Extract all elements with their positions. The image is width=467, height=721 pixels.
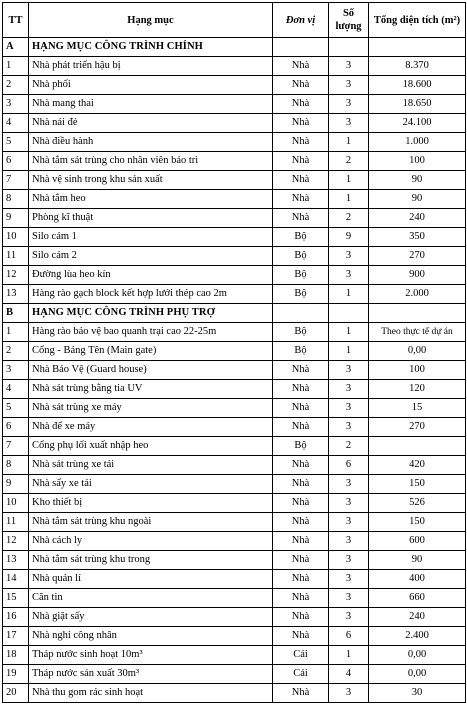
row-unit: Bộ — [273, 285, 329, 304]
row-quantity: 3 — [329, 532, 369, 551]
row-unit: Bộ — [273, 266, 329, 285]
row-number: 5 — [3, 399, 29, 418]
row-item-name: Nhà cách ly — [29, 532, 273, 551]
table-row — [3, 57, 466, 76]
row-area: 30 — [369, 684, 466, 703]
table-row — [3, 190, 466, 209]
row-area: 400 — [369, 570, 466, 589]
row-area: 120 — [369, 380, 466, 399]
row-unit: Nhà — [273, 152, 329, 171]
row-number: 13 — [3, 551, 29, 570]
table-row — [3, 475, 466, 494]
row-unit: Nhà — [273, 418, 329, 437]
table-row — [3, 437, 466, 456]
row-area: 600 — [369, 532, 466, 551]
table-row — [3, 684, 466, 703]
row-number: 8 — [3, 456, 29, 475]
row-area: Theo thực tế dự án — [369, 323, 466, 342]
row-number: 9 — [3, 475, 29, 494]
row-unit: Cái — [273, 646, 329, 665]
row-number: 6 — [3, 418, 29, 437]
row-number: 12 — [3, 532, 29, 551]
row-area: 240 — [369, 608, 466, 627]
section-row — [3, 304, 466, 323]
row-item-name: Nhà giặt sấy — [29, 608, 273, 627]
row-item-name: Nhà mang thai — [29, 95, 273, 114]
row-number: 11 — [3, 513, 29, 532]
row-number: 17 — [3, 627, 29, 646]
row-quantity: 3 — [329, 114, 369, 133]
row-area: 0,00 — [369, 665, 466, 684]
row-quantity: 3 — [329, 380, 369, 399]
row-quantity: 3 — [329, 551, 369, 570]
row-area: 1.000 — [369, 133, 466, 152]
row-area: 150 — [369, 513, 466, 532]
table-body — [3, 38, 466, 703]
row-item-name: Nhà vệ sinh trong khu sản xuất — [29, 171, 273, 190]
row-quantity: 1 — [329, 342, 369, 361]
row-unit: Nhà — [273, 608, 329, 627]
row-number: 4 — [3, 114, 29, 133]
row-quantity: 3 — [329, 361, 369, 380]
row-number: 8 — [3, 190, 29, 209]
section-code: A — [3, 38, 29, 57]
table-row — [3, 646, 466, 665]
table-row — [3, 570, 466, 589]
row-area: 90 — [369, 190, 466, 209]
table-row — [3, 171, 466, 190]
table-row — [3, 209, 466, 228]
row-quantity: 3 — [329, 399, 369, 418]
section-empty-cell — [273, 304, 329, 323]
row-unit: Nhà — [273, 513, 329, 532]
row-item-name: Cổng - Bảng Tên (Main gate) — [29, 342, 273, 361]
row-unit: Nhà — [273, 114, 329, 133]
row-item-name: Nhà tắm heo — [29, 190, 273, 209]
section-empty-cell — [273, 38, 329, 57]
section-empty-cell — [369, 304, 466, 323]
row-unit: Bộ — [273, 437, 329, 456]
header-unit: Đơn vị — [273, 3, 329, 38]
row-item-name: Nhà sấy xe tải — [29, 475, 273, 494]
row-quantity: 1 — [329, 190, 369, 209]
row-item-name: Căn tin — [29, 589, 273, 608]
row-item-name: Nhà quản lí — [29, 570, 273, 589]
row-quantity: 3 — [329, 494, 369, 513]
header-item: Hạng mục — [29, 3, 273, 38]
table-row — [3, 399, 466, 418]
row-quantity: 1 — [329, 171, 369, 190]
row-quantity: 9 — [329, 228, 369, 247]
row-unit: Bộ — [273, 342, 329, 361]
row-unit: Nhà — [273, 361, 329, 380]
row-number: 18 — [3, 646, 29, 665]
row-area: 270 — [369, 247, 466, 266]
row-item-name: Nhà thu gom rác sinh hoạt — [29, 684, 273, 703]
row-item-name: Tháp nước sản xuất 30m³ — [29, 665, 273, 684]
row-item-name: Hàng rào bảo vệ bao quanh trại cao 22-25m — [29, 323, 273, 342]
row-area: 8.370 — [369, 57, 466, 76]
row-quantity: 3 — [329, 95, 369, 114]
table-row — [3, 228, 466, 247]
row-unit: Nhà — [273, 684, 329, 703]
row-quantity: 2 — [329, 209, 369, 228]
table-row — [3, 114, 466, 133]
table-row — [3, 266, 466, 285]
row-item-name: Nhà tắm sát trùng khu trong — [29, 551, 273, 570]
row-unit: Nhà — [273, 570, 329, 589]
table-row — [3, 494, 466, 513]
table-row — [3, 513, 466, 532]
section-empty-cell — [369, 38, 466, 57]
row-number: 1 — [3, 57, 29, 76]
row-unit: Nhà — [273, 627, 329, 646]
row-unit: Nhà — [273, 380, 329, 399]
row-unit: Nhà — [273, 475, 329, 494]
row-area: 2.400 — [369, 627, 466, 646]
row-quantity: 1 — [329, 323, 369, 342]
row-quantity: 1 — [329, 646, 369, 665]
row-unit: Nhà — [273, 532, 329, 551]
row-unit: Bộ — [273, 247, 329, 266]
row-quantity: 1 — [329, 133, 369, 152]
row-unit: Nhà — [273, 57, 329, 76]
row-item-name: Nhà sát trùng xe tải — [29, 456, 273, 475]
row-number: 5 — [3, 133, 29, 152]
table-row — [3, 532, 466, 551]
row-area: 240 — [369, 209, 466, 228]
row-area: 526 — [369, 494, 466, 513]
row-unit: Nhà — [273, 171, 329, 190]
row-area: 100 — [369, 361, 466, 380]
table-row — [3, 342, 466, 361]
header-tt: TT — [3, 3, 29, 38]
row-number: 19 — [3, 665, 29, 684]
row-item-name: Đường lùa heo kín — [29, 266, 273, 285]
table-row — [3, 133, 466, 152]
row-quantity: 4 — [329, 665, 369, 684]
section-empty-cell — [329, 38, 369, 57]
row-item-name: Silo cám 2 — [29, 247, 273, 266]
row-unit: Nhà — [273, 76, 329, 95]
row-number: 6 — [3, 152, 29, 171]
row-area: 270 — [369, 418, 466, 437]
row-number: 14 — [3, 570, 29, 589]
row-item-name: Nhà tắm sát trùng khu ngoài — [29, 513, 273, 532]
row-unit: Bộ — [273, 323, 329, 342]
row-area: 18.650 — [369, 95, 466, 114]
row-quantity: 3 — [329, 247, 369, 266]
row-unit: Nhà — [273, 494, 329, 513]
row-area — [369, 437, 466, 456]
row-item-name: Cổng phụ lối xuất nhập heo — [29, 437, 273, 456]
row-number: 10 — [3, 494, 29, 513]
row-unit: Nhà — [273, 589, 329, 608]
row-number: 3 — [3, 95, 29, 114]
row-number: 7 — [3, 171, 29, 190]
area-table — [2, 2, 466, 703]
row-number: 2 — [3, 76, 29, 95]
row-item-name: Tháp nước sinh hoạt 10m³ — [29, 646, 273, 665]
row-item-name: Nhà điều hành — [29, 133, 273, 152]
row-area: 18.600 — [369, 76, 466, 95]
row-number: 11 — [3, 247, 29, 266]
table-row — [3, 665, 466, 684]
row-quantity: 1 — [329, 285, 369, 304]
row-item-name: Nhà phát triển hậu bị — [29, 57, 273, 76]
table-row — [3, 95, 466, 114]
section-title: HẠNG MỤC CÔNG TRÌNH PHỤ TRỢ — [29, 304, 273, 323]
row-quantity: 3 — [329, 513, 369, 532]
row-item-name: Nhà phối — [29, 76, 273, 95]
row-unit: Bộ — [273, 228, 329, 247]
row-number: 13 — [3, 285, 29, 304]
row-area: 350 — [369, 228, 466, 247]
row-unit: Nhà — [273, 95, 329, 114]
table-row — [3, 380, 466, 399]
row-number: 2 — [3, 342, 29, 361]
row-area: 2.000 — [369, 285, 466, 304]
row-quantity: 3 — [329, 76, 369, 95]
row-quantity: 6 — [329, 456, 369, 475]
row-item-name: Nhà nghỉ công nhân — [29, 627, 273, 646]
row-area: 24.100 — [369, 114, 466, 133]
row-quantity: 6 — [329, 627, 369, 646]
row-item-name: Phòng kĩ thuật — [29, 209, 273, 228]
row-number: 9 — [3, 209, 29, 228]
row-unit: Nhà — [273, 456, 329, 475]
section-code: B — [3, 304, 29, 323]
row-unit: Nhà — [273, 209, 329, 228]
row-area: 90 — [369, 171, 466, 190]
row-unit: Nhà — [273, 190, 329, 209]
row-number: 12 — [3, 266, 29, 285]
section-row — [3, 38, 466, 57]
row-quantity: 2 — [329, 152, 369, 171]
row-unit: Nhà — [273, 133, 329, 152]
row-number: 4 — [3, 380, 29, 399]
table-row — [3, 418, 466, 437]
row-item-name: Kho thiết bị — [29, 494, 273, 513]
row-number: 7 — [3, 437, 29, 456]
row-quantity: 2 — [329, 437, 369, 456]
row-number: 1 — [3, 323, 29, 342]
row-item-name: Nhà nái đẻ — [29, 114, 273, 133]
table-row — [3, 608, 466, 627]
row-quantity: 3 — [329, 475, 369, 494]
table-row — [3, 589, 466, 608]
header-row — [3, 3, 466, 38]
header-area: Tổng diện tích (m²) — [369, 3, 466, 38]
row-number: 20 — [3, 684, 29, 703]
section-title: HẠNG MỤC CÔNG TRÌNH CHÍNH — [29, 38, 273, 57]
table-row — [3, 152, 466, 171]
row-area: 0,00 — [369, 342, 466, 361]
table-row — [3, 456, 466, 475]
row-area: 100 — [369, 152, 466, 171]
row-item-name: Nhà để xe máy — [29, 418, 273, 437]
row-number: 3 — [3, 361, 29, 380]
table-row — [3, 323, 466, 342]
section-empty-cell — [329, 304, 369, 323]
row-unit: Cái — [273, 665, 329, 684]
row-item-name: Nhà sát trùng bằng tia UV — [29, 380, 273, 399]
row-quantity: 3 — [329, 608, 369, 627]
table-row — [3, 285, 466, 304]
table-row — [3, 361, 466, 380]
row-area: 900 — [369, 266, 466, 285]
row-number: 15 — [3, 589, 29, 608]
row-item-name: Silo cám 1 — [29, 228, 273, 247]
row-quantity: 3 — [329, 57, 369, 76]
row-item-name: Nhà sát trùng xe máy — [29, 399, 273, 418]
row-unit: Nhà — [273, 551, 329, 570]
row-quantity: 3 — [329, 570, 369, 589]
row-quantity: 3 — [329, 418, 369, 437]
row-area: 15 — [369, 399, 466, 418]
table-row — [3, 627, 466, 646]
row-quantity: 3 — [329, 266, 369, 285]
row-area: 90 — [369, 551, 466, 570]
row-area: 0,00 — [369, 646, 466, 665]
table-row — [3, 551, 466, 570]
table-row — [3, 76, 466, 95]
row-unit: Nhà — [273, 399, 329, 418]
row-area: 150 — [369, 475, 466, 494]
header-qty: Số lượng — [329, 3, 369, 38]
row-item-name: Hàng rào gạch block kết hợp lưới thép cao 2m — [29, 285, 273, 304]
row-number: 10 — [3, 228, 29, 247]
row-item-name: Nhà tắm sát trùng cho nhân viên bảo trì — [29, 152, 273, 171]
row-area: 420 — [369, 456, 466, 475]
row-item-name: Nhà Bảo Vệ (Guard house) — [29, 361, 273, 380]
row-quantity: 3 — [329, 589, 369, 608]
table-row — [3, 247, 466, 266]
row-number: 16 — [3, 608, 29, 627]
row-quantity: 3 — [329, 684, 369, 703]
row-area: 660 — [369, 589, 466, 608]
